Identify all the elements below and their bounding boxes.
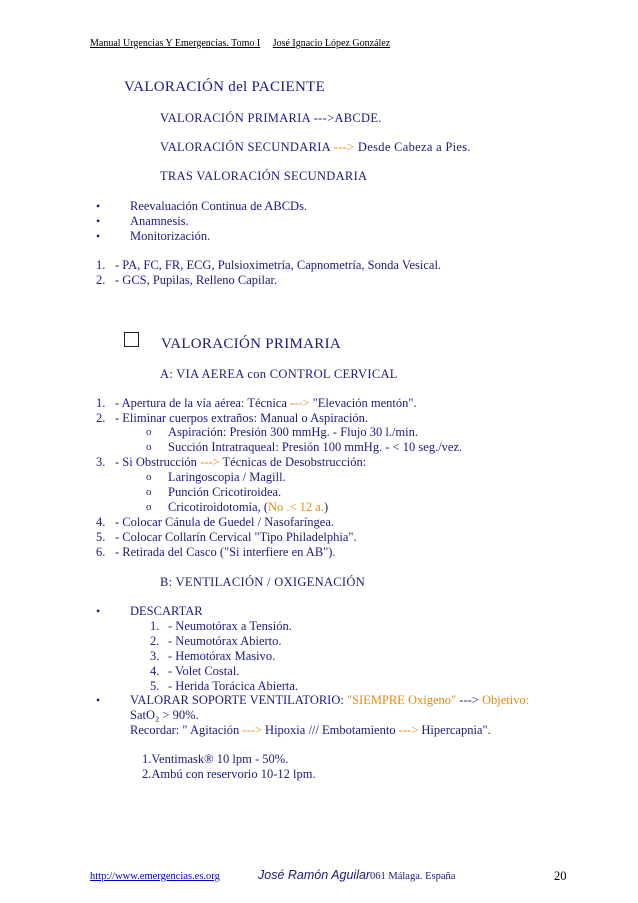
list-item: - Apertura de la vía aérea: Técnica ---> "Elevación mentón". xyxy=(115,396,417,410)
list-item: - Hemotórax Masivo. xyxy=(168,649,276,663)
list-item: - Colocar Collarín Cervical "Tipo Philadelphia". xyxy=(115,530,357,544)
list-item: Cricotiroidotomía, (No .< 12 a.) xyxy=(168,500,329,514)
header-author: José Ignacio López González xyxy=(272,38,391,49)
sato2-line: SatO₂ > 90%. xyxy=(130,708,199,722)
list-item: - Volet Costal. xyxy=(168,664,240,678)
list-number: 5. xyxy=(96,530,106,544)
list-number: 3. xyxy=(96,455,106,469)
line-tras-valoracion: TRAS VALORACIÓN SECUNDARIA xyxy=(160,169,368,183)
device-line: 1.Ventimask® 10 lpm - 50%. xyxy=(142,752,289,766)
list-number: 1. xyxy=(150,619,160,633)
footer-place: 061 Málaga. España xyxy=(370,871,456,882)
footer-author: José Ramón Aguilar xyxy=(258,868,371,882)
list-number: 3. xyxy=(150,649,160,663)
bullet-icon: • xyxy=(96,229,101,243)
device-line: 2.Ambú con reservorio 10-12 lpm. xyxy=(142,767,316,781)
line-valoracion-secundaria: VALORACIÓN SECUNDARIA ---> Desde Cabeza a Pies. xyxy=(160,140,471,154)
list-item: Anamnesis. xyxy=(130,214,189,228)
bullet-icon: • xyxy=(96,214,101,228)
list-item-valorar: VALORAR SOPORTE VENTILATORIO: "SIEMPRE Oxígeno" ---> Objetivo: xyxy=(130,693,530,707)
list-item: Reevaluación Continua de ABCDs. xyxy=(130,199,308,213)
list-item: - Eliminar cuerpos extraños: Manual o Aspiración. xyxy=(115,411,369,425)
list-item: Monitorización. xyxy=(130,229,211,243)
sub-bullet-icon: o xyxy=(146,471,152,483)
bullet-icon: • xyxy=(96,604,101,618)
list-number: 2. xyxy=(96,273,106,287)
list-item: - GCS, Pupilas, Relleno Capilar. xyxy=(115,273,278,287)
page-number: 20 xyxy=(554,869,567,883)
list-item: - Colocar Cánula de Guedel / Nasofaríngea. xyxy=(115,515,335,529)
arrow: ---> xyxy=(333,140,355,154)
list-item: Aspiración: Presión 300 mmHg. - Flujo 30 l./min. xyxy=(168,425,418,439)
list-item: - PA, FC, FR, ECG, Pulsioximetría, Capnometría, Sonda Vesical. xyxy=(115,258,442,272)
list-number: 5. xyxy=(150,679,160,693)
section-title-valoracion-primaria: VALORACIÓN PRIMARIA xyxy=(161,336,342,352)
list-item-descartar: DESCARTAR xyxy=(130,604,203,618)
list-number: 4. xyxy=(96,515,106,529)
list-item: Punción Cricotiroidea. xyxy=(168,485,282,499)
subtitle-via-aerea: A: VIA AEREA con CONTROL CERVICAL xyxy=(160,367,398,381)
section-title-valoracion-paciente: VALORACIÓN del PACIENTE xyxy=(124,79,326,95)
list-item: Succión Intratraqueal: Presión 100 mmHg. - < 10 seg./vez. xyxy=(168,440,463,454)
list-item: Laringoscopia / Magill. xyxy=(168,470,286,484)
list-item: - Neumotórax Abierto. xyxy=(168,634,282,648)
bullet-icon: • xyxy=(96,693,101,707)
list-item: - Retirada del Casco ("Si interfiere en AB"). xyxy=(115,545,336,559)
checkbox-icon xyxy=(124,332,139,347)
header-manual: Manual Urgencias Y Emergencias. Tomo I xyxy=(90,38,261,49)
subtitle-ventilacion: B: VENTILACIÓN / OXIGENACIÓN xyxy=(160,575,366,589)
list-item: - Herida Torácica Abierta. xyxy=(168,679,299,693)
list-number: 2. xyxy=(150,634,160,648)
list-number: 1. xyxy=(96,396,106,410)
list-number: 2. xyxy=(96,411,106,425)
list-number: 1. xyxy=(96,258,106,272)
sub-bullet-icon: o xyxy=(146,426,152,438)
footer-link[interactable]: http://www.emergencias.es.org xyxy=(90,871,220,882)
list-number: 4. xyxy=(150,664,160,678)
bullet-icon: • xyxy=(96,199,101,213)
list-number: 6. xyxy=(96,545,106,559)
sub-bullet-icon: o xyxy=(146,501,152,513)
sub-bullet-icon: o xyxy=(146,486,152,498)
list-item: - Neumotórax a Tensión. xyxy=(168,619,292,633)
line-valoracion-primaria: VALORACIÓN PRIMARIA --->ABCDE. xyxy=(160,111,382,125)
recordar-line: Recordar: " Agitación ---> Hipoxia /// Embotamiento ---> Hipercapnia". xyxy=(130,723,491,737)
list-item: - Si Obstrucción ---> Técnicas de Desobstrucción: xyxy=(115,455,367,469)
sub-bullet-icon: o xyxy=(146,441,152,453)
page-header xyxy=(90,38,390,49)
